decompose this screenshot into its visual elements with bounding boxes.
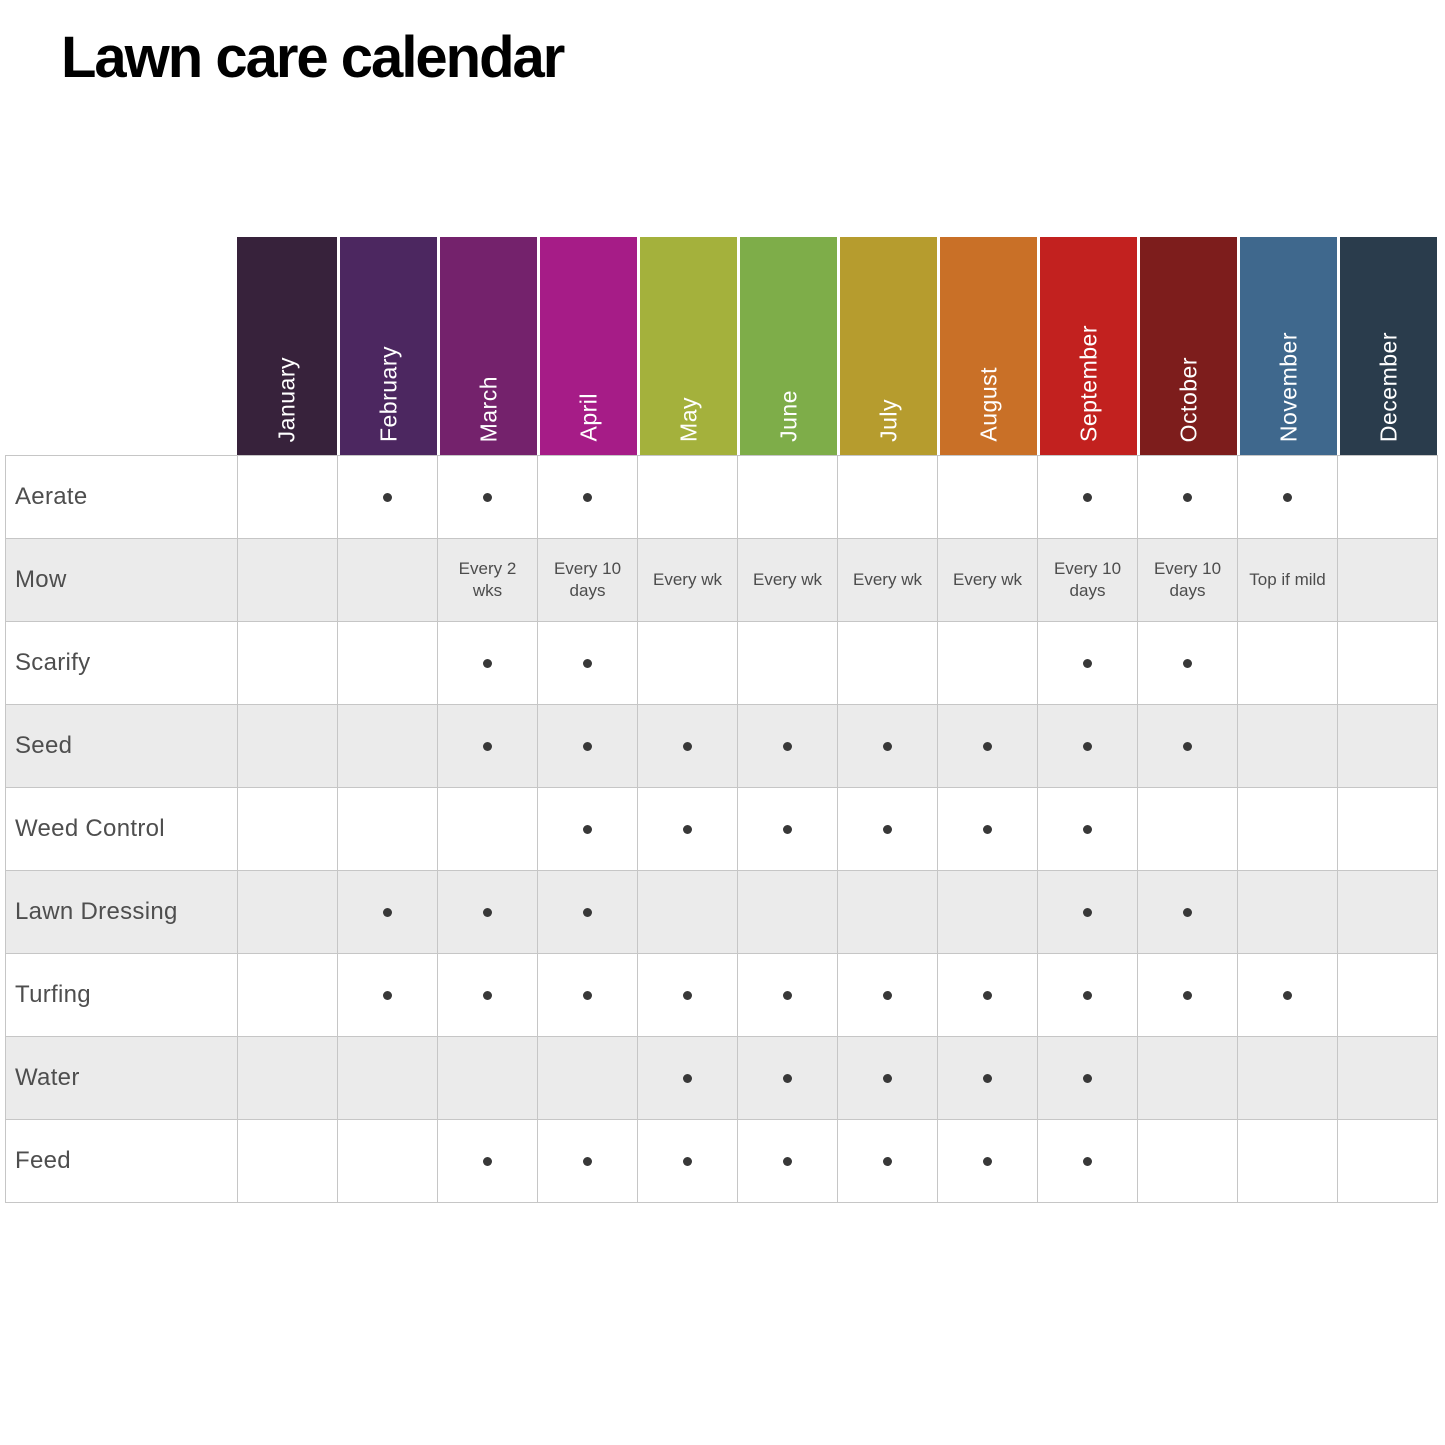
cell-turfing-october xyxy=(1138,954,1238,1037)
cell-lawn-dressing-january xyxy=(238,871,338,954)
task-label-feed: Feed xyxy=(6,1120,238,1203)
dot-marker xyxy=(1083,991,1092,1000)
cell-feed-december xyxy=(1338,1120,1438,1203)
dot-marker xyxy=(1083,1157,1092,1166)
cell-water-february xyxy=(338,1037,438,1120)
lawn-care-calendar-table xyxy=(5,237,1438,1203)
task-row-weed-control xyxy=(6,788,1438,871)
dot-marker xyxy=(883,991,892,1000)
cell-weed-control-august xyxy=(938,788,1038,871)
cell-mow-july xyxy=(838,539,938,622)
cell-mow-february xyxy=(338,539,438,622)
cell-aerate-may xyxy=(638,456,738,539)
cell-feed-january xyxy=(238,1120,338,1203)
dot-marker xyxy=(383,493,392,502)
cell-mow-january xyxy=(238,539,338,622)
month-header-june xyxy=(737,237,837,455)
dot-marker xyxy=(583,825,592,834)
cell-weed-control-april xyxy=(538,788,638,871)
month-label-january: January xyxy=(273,356,300,442)
cell-aerate-august xyxy=(938,456,1038,539)
month-label-july: July xyxy=(875,399,901,442)
dot-marker xyxy=(683,825,692,834)
cell-weed-control-february xyxy=(338,788,438,871)
dot-marker xyxy=(483,991,492,1000)
dot-marker xyxy=(883,1074,892,1083)
month-label-september: September xyxy=(1075,324,1101,442)
cell-weed-control-may xyxy=(638,788,738,871)
dot-marker xyxy=(583,991,592,1000)
cell-note: Every wk xyxy=(653,569,722,589)
cell-seed-june xyxy=(738,705,838,788)
cell-aerate-october xyxy=(1138,456,1238,539)
dot-marker xyxy=(983,1074,992,1083)
cell-mow-august xyxy=(938,539,1038,622)
month-label-june: June xyxy=(775,390,801,442)
cell-feed-september xyxy=(1038,1120,1138,1203)
cell-mow-march xyxy=(438,539,538,622)
dot-marker xyxy=(483,493,492,502)
cell-weed-control-october xyxy=(1138,788,1238,871)
cell-turfing-march xyxy=(438,954,538,1037)
cell-lawn-dressing-may xyxy=(638,871,738,954)
dot-marker xyxy=(783,742,792,751)
dot-marker xyxy=(783,991,792,1000)
cell-note: Every 10 days xyxy=(1053,558,1122,600)
task-row-water xyxy=(6,1037,1438,1120)
month-label-april: April xyxy=(575,393,601,442)
cell-turfing-may xyxy=(638,954,738,1037)
cell-water-october xyxy=(1138,1037,1238,1120)
month-header-december xyxy=(1337,237,1437,455)
dot-marker xyxy=(983,742,992,751)
cell-lawn-dressing-march xyxy=(438,871,538,954)
dot-marker xyxy=(483,742,492,751)
month-header-september xyxy=(1037,237,1137,455)
page-title: Lawn care calendar xyxy=(61,25,564,90)
dot-marker xyxy=(683,991,692,1000)
cell-scarify-june xyxy=(738,622,838,705)
cell-feed-february xyxy=(338,1120,438,1203)
cell-water-december xyxy=(1338,1037,1438,1120)
cell-lawn-dressing-august xyxy=(938,871,1038,954)
dot-marker xyxy=(483,908,492,917)
month-header-may xyxy=(637,237,737,455)
task-row-turfing xyxy=(6,954,1438,1037)
cell-scarify-september xyxy=(1038,622,1138,705)
task-row-lawn-dressing xyxy=(6,871,1438,954)
cell-weed-control-march xyxy=(438,788,538,871)
cell-water-april xyxy=(538,1037,638,1120)
cell-feed-may xyxy=(638,1120,738,1203)
task-label-turfing: Turfing xyxy=(6,954,238,1037)
cell-water-september xyxy=(1038,1037,1138,1120)
cell-aerate-september xyxy=(1038,456,1138,539)
task-label-water: Water xyxy=(6,1037,238,1120)
task-label-lawn-dressing: Lawn Dressing xyxy=(6,871,238,954)
cell-mow-may xyxy=(638,539,738,622)
dot-marker xyxy=(1083,659,1092,668)
cell-aerate-march xyxy=(438,456,538,539)
cell-weed-control-september xyxy=(1038,788,1138,871)
month-label-august: August xyxy=(975,367,1001,442)
dot-marker xyxy=(1083,742,1092,751)
month-header-february xyxy=(337,237,437,455)
dot-marker xyxy=(1083,908,1092,917)
cell-weed-control-january xyxy=(238,788,338,871)
cell-seed-september xyxy=(1038,705,1138,788)
cell-seed-april xyxy=(538,705,638,788)
dot-marker xyxy=(1083,1074,1092,1083)
cell-turfing-june xyxy=(738,954,838,1037)
cell-scarify-august xyxy=(938,622,1038,705)
cell-water-march xyxy=(438,1037,538,1120)
dot-marker xyxy=(1183,659,1192,668)
cell-turfing-december xyxy=(1338,954,1438,1037)
cell-seed-july xyxy=(838,705,938,788)
cell-water-august xyxy=(938,1037,1038,1120)
cell-feed-april xyxy=(538,1120,638,1203)
calendar-body xyxy=(5,455,1438,1203)
month-header-april xyxy=(537,237,637,455)
task-row-feed xyxy=(6,1120,1438,1203)
cell-feed-november xyxy=(1238,1120,1338,1203)
task-label-scarify: Scarify xyxy=(6,622,238,705)
cell-scarify-january xyxy=(238,622,338,705)
cell-scarify-october xyxy=(1138,622,1238,705)
cell-turfing-september xyxy=(1038,954,1138,1037)
cell-aerate-december xyxy=(1338,456,1438,539)
dot-marker xyxy=(783,825,792,834)
cell-scarify-november xyxy=(1238,622,1338,705)
month-header-march xyxy=(437,237,537,455)
dot-marker xyxy=(583,1157,592,1166)
cell-note: Every 2 wks xyxy=(458,558,517,600)
cell-turfing-july xyxy=(838,954,938,1037)
cell-weed-control-july xyxy=(838,788,938,871)
cell-mow-april xyxy=(538,539,638,622)
cell-mow-november xyxy=(1238,539,1338,622)
cell-note: Every wk xyxy=(953,569,1022,589)
cell-lawn-dressing-november xyxy=(1238,871,1338,954)
dot-marker xyxy=(1183,991,1192,1000)
task-row-seed xyxy=(6,705,1438,788)
cell-note: Every 10 days xyxy=(1153,558,1222,600)
cell-lawn-dressing-february xyxy=(338,871,438,954)
cell-lawn-dressing-july xyxy=(838,871,938,954)
dot-marker xyxy=(683,1157,692,1166)
cell-mow-october xyxy=(1138,539,1238,622)
cell-turfing-january xyxy=(238,954,338,1037)
cell-water-june xyxy=(738,1037,838,1120)
dot-marker xyxy=(983,825,992,834)
dot-marker xyxy=(583,659,592,668)
cell-scarify-december xyxy=(1338,622,1438,705)
cell-turfing-april xyxy=(538,954,638,1037)
dot-marker xyxy=(1183,908,1192,917)
cell-weed-control-june xyxy=(738,788,838,871)
cell-seed-august xyxy=(938,705,1038,788)
task-row-aerate xyxy=(6,456,1438,539)
month-header-october xyxy=(1137,237,1237,455)
task-row-mow xyxy=(6,539,1438,622)
dot-marker xyxy=(983,991,992,1000)
cell-turfing-february xyxy=(338,954,438,1037)
cell-scarify-april xyxy=(538,622,638,705)
month-header-august xyxy=(937,237,1037,455)
cell-weed-control-december xyxy=(1338,788,1438,871)
dot-marker xyxy=(1083,825,1092,834)
cell-lawn-dressing-april xyxy=(538,871,638,954)
cell-turfing-august xyxy=(938,954,1038,1037)
task-label-aerate: Aerate xyxy=(6,456,238,539)
dot-marker xyxy=(1183,493,1192,502)
cell-seed-february xyxy=(338,705,438,788)
cell-note: Top if mild xyxy=(1249,569,1326,589)
task-label-weed-control: Weed Control xyxy=(6,788,238,871)
month-header-january xyxy=(237,237,337,455)
cell-aerate-november xyxy=(1238,456,1338,539)
dot-marker xyxy=(483,659,492,668)
header-spacer xyxy=(5,237,237,455)
task-label-seed: Seed xyxy=(6,705,238,788)
cell-seed-january xyxy=(238,705,338,788)
cell-mow-june xyxy=(738,539,838,622)
dot-marker xyxy=(983,1157,992,1166)
dot-marker xyxy=(783,1074,792,1083)
cell-lawn-dressing-december xyxy=(1338,871,1438,954)
cell-lawn-dressing-september xyxy=(1038,871,1138,954)
cell-note: Every wk xyxy=(753,569,822,589)
dot-marker xyxy=(883,742,892,751)
cell-mow-december xyxy=(1338,539,1438,622)
dot-marker xyxy=(883,1157,892,1166)
dot-marker xyxy=(883,825,892,834)
dot-marker xyxy=(783,1157,792,1166)
task-row-scarify xyxy=(6,622,1438,705)
month-label-november: November xyxy=(1275,331,1301,442)
dot-marker xyxy=(1283,493,1292,502)
cell-seed-may xyxy=(638,705,738,788)
cell-aerate-july xyxy=(838,456,938,539)
month-label-march: March xyxy=(475,375,501,442)
dot-marker xyxy=(1183,742,1192,751)
cell-aerate-june xyxy=(738,456,838,539)
cell-turfing-november xyxy=(1238,954,1338,1037)
task-label-mow: Mow xyxy=(6,539,238,622)
dot-marker xyxy=(1283,991,1292,1000)
month-header-november xyxy=(1237,237,1337,455)
month-label-may: May xyxy=(675,397,701,442)
cell-scarify-july xyxy=(838,622,938,705)
month-header-row xyxy=(5,237,1438,455)
cell-feed-june xyxy=(738,1120,838,1203)
cell-water-july xyxy=(838,1037,938,1120)
cell-lawn-dressing-october xyxy=(1138,871,1238,954)
cell-water-january xyxy=(238,1037,338,1120)
month-header-july xyxy=(837,237,937,455)
cell-weed-control-november xyxy=(1238,788,1338,871)
dot-marker xyxy=(583,493,592,502)
cell-note: Every wk xyxy=(853,569,922,589)
cell-scarify-february xyxy=(338,622,438,705)
dot-marker xyxy=(383,991,392,1000)
cell-scarify-may xyxy=(638,622,738,705)
cell-lawn-dressing-june xyxy=(738,871,838,954)
cell-seed-october xyxy=(1138,705,1238,788)
month-label-february: February xyxy=(375,345,401,442)
dot-marker xyxy=(683,1074,692,1083)
cell-scarify-march xyxy=(438,622,538,705)
cell-aerate-january xyxy=(238,456,338,539)
dot-marker xyxy=(483,1157,492,1166)
dot-marker xyxy=(583,742,592,751)
dot-marker xyxy=(683,742,692,751)
cell-note: Every 10 days xyxy=(553,558,622,600)
cell-feed-march xyxy=(438,1120,538,1203)
cell-seed-march xyxy=(438,705,538,788)
cell-aerate-february xyxy=(338,456,438,539)
dot-marker xyxy=(1083,493,1092,502)
cell-water-november xyxy=(1238,1037,1338,1120)
cell-seed-december xyxy=(1338,705,1438,788)
month-label-december: December xyxy=(1375,331,1401,442)
cell-water-may xyxy=(638,1037,738,1120)
month-label-october: October xyxy=(1175,356,1201,442)
dot-marker xyxy=(383,908,392,917)
cell-feed-july xyxy=(838,1120,938,1203)
dot-marker xyxy=(583,908,592,917)
cell-mow-september xyxy=(1038,539,1138,622)
cell-feed-october xyxy=(1138,1120,1238,1203)
cell-feed-august xyxy=(938,1120,1038,1203)
cell-seed-november xyxy=(1238,705,1338,788)
cell-aerate-april xyxy=(538,456,638,539)
